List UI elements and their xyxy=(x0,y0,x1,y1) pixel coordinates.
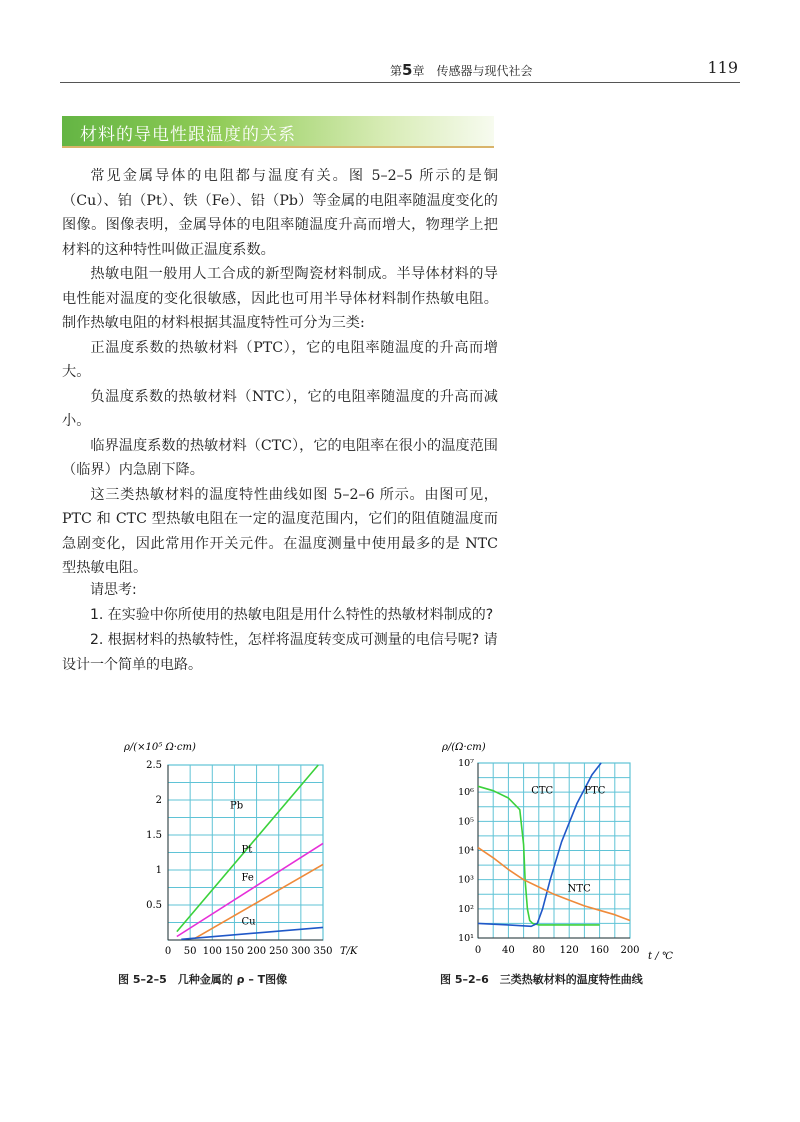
chart1-caption: 图 5–2–5 几种金属的 ρ – T图像 xyxy=(118,973,288,986)
chart1-x-tick-label: 100 xyxy=(202,946,222,957)
paragraph: 负温度系数的热敏材料（NTC），它的电阻率随温度的升高而减小。 xyxy=(62,388,498,429)
chart2-y-tick-label: 10⁷ xyxy=(458,758,474,769)
question-item: 1. 在实验中你所使用的热敏电阻是用什么特性的热敏材料制成的? xyxy=(90,607,494,623)
paragraph: 常见金属导体的电阻都与温度有关。图 5–2–5 所示的是铜（Cu）、铂（Pt）、铁（Fe）、铅（Pb）等金属的电阻率随温度变化的图像。图像表明，金属导体的电阻率随温度升高而增大，物理学上把材料的这种特性叫做正温度系数。 xyxy=(62,168,498,258)
chapter-number: 5 xyxy=(402,61,413,79)
thermistor-characteristic-chart xyxy=(430,735,680,965)
chart1-x-tick-label: 150 xyxy=(224,946,244,957)
chart2-x-tick-label: 200 xyxy=(620,945,640,956)
chart2-x-tick-label: 160 xyxy=(590,945,610,956)
chart2-x-tick-label: 0 xyxy=(474,945,482,956)
chart2-series-label: NTC xyxy=(567,883,591,895)
paragraph: 临界温度系数的热敏材料（CTC），它的电阻率在很小的温度范围（临界）内急剧下降。 xyxy=(62,437,498,478)
chart2-x-tick-label: 40 xyxy=(502,945,515,956)
metals-resistivity-chart xyxy=(110,735,370,965)
chart1-series-label: Cu xyxy=(241,916,256,928)
chart1-x-tick-label: 300 xyxy=(291,946,311,957)
chapter-prefix: 第 xyxy=(390,64,403,78)
chart1-x-tick-label: 200 xyxy=(247,946,267,957)
section-banner xyxy=(62,116,494,148)
chart1-series-label: Pb xyxy=(230,800,244,812)
chart1-ylabel: ρ/(×10⁵ Ω·cm) xyxy=(124,742,196,753)
chart2-y-tick-label: 10⁶ xyxy=(458,787,474,799)
section-title: 材料的导电性跟温度的关系 xyxy=(80,125,296,145)
chapter-heading xyxy=(390,61,533,79)
body-text xyxy=(62,164,498,581)
chart1-series-label: Pt xyxy=(241,844,253,856)
chart2-y-tick-label: 10⁴ xyxy=(458,845,474,857)
chart1-x-tick-label: 250 xyxy=(269,946,289,957)
chart2-x-tick-label: 120 xyxy=(559,945,579,956)
chart1-series-label: Fe xyxy=(241,872,254,884)
chart1-x-tick-label: 50 xyxy=(183,946,197,957)
question-item: 2. 根据材料的热敏特性，怎样将温度转变成可测量的电信号呢? 请设计一个简单的电路。 xyxy=(62,632,498,673)
chart1-y-tick-label: 2 xyxy=(155,795,162,806)
page-number: 119 xyxy=(707,58,738,77)
chart2-y-tick-label: 10⁵ xyxy=(458,816,474,828)
paragraph: 这三类热敏材料的温度特性曲线如图 5–2–6 所示。由图可见，PTC 和 CTC 型热敏电阻在一定的温度范围内，它们的阻值随温度而急剧变化，因此常用作开关元件。在温度测量中使用最多的是 NTC 型热敏电阻。 xyxy=(62,486,498,576)
chart2-y-tick-label: 10³ xyxy=(458,874,474,886)
chart1-xlabel: T/K xyxy=(340,946,358,957)
chart2-x-tick-label: 80 xyxy=(532,945,546,956)
chart1-y-tick-label: 1.5 xyxy=(146,830,162,841)
chapter-suffix: 章 xyxy=(412,64,425,78)
questions-prompt: 请思考: xyxy=(90,582,137,598)
think-questions xyxy=(62,578,498,678)
paragraph: 热敏电阻一般用人工合成的新型陶瓷材料制成。半导体材料的导电性能对温度的变化很敏感，因此也可用半导体材料制作热敏电阻。制作热敏电阻的材料根据其温度特性可分为三类: xyxy=(62,266,498,331)
paragraph: 正温度系数的热敏材料（PTC），它的电阻率随温度的升高而增大。 xyxy=(62,339,498,380)
page-header xyxy=(60,58,740,83)
chart1-x-tick-label: 350 xyxy=(313,946,333,957)
chart2-y-tick-label: 10² xyxy=(458,903,474,915)
chapter-title: 传感器与现代社会 xyxy=(436,64,533,78)
chart2-ylabel: ρ/(Ω·cm) xyxy=(442,742,486,753)
chart2-series-label: PTC xyxy=(584,785,606,797)
chart2-caption: 图 5–2–6 三类热敏材料的温度特性曲线 xyxy=(440,973,643,986)
chart1-y-tick-label: 2.5 xyxy=(146,760,162,771)
chart1-y-tick-label: 0.5 xyxy=(146,900,162,911)
chart1-x-tick-label: 0 xyxy=(164,946,172,957)
chart1-series-fe xyxy=(195,864,323,938)
chart2-series-label: CTC xyxy=(531,785,554,797)
chart2-y-tick-label: 10¹ xyxy=(458,933,474,944)
chart2-xlabel: t / ℃ xyxy=(648,951,673,962)
chart1-y-tick-label: 1 xyxy=(155,865,162,876)
